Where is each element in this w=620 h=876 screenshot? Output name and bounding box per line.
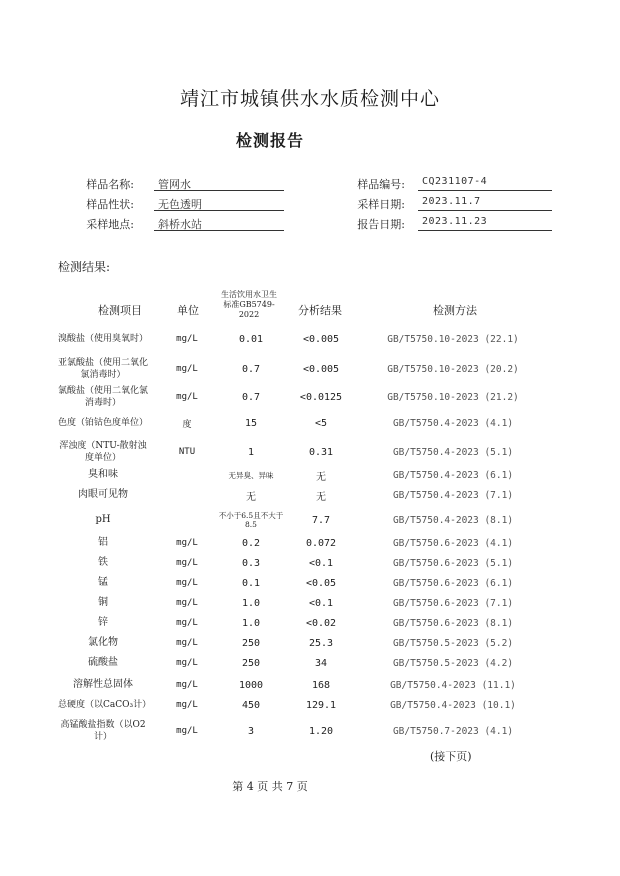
cell-method: GB/T5750.6-2023 (7.1) [392, 597, 514, 609]
cell-standard: 450 [241, 699, 261, 711]
cell-standard: 15 [244, 417, 258, 429]
table-row [58, 487, 578, 503]
cell-unit: mg/L [176, 538, 198, 548]
info-sampling-date [333, 196, 563, 212]
cell-unit: 度 [182, 419, 192, 430]
sampling-site-value: 斜桥水站 [154, 216, 284, 231]
cell-result: <5 [314, 417, 328, 429]
sample-state-label: 样品性状: [86, 198, 134, 211]
cell-standard: 250 [241, 657, 261, 669]
cell-method: GB/T5750.7-2023 (4.1) [392, 725, 514, 737]
table-row [58, 356, 578, 382]
cell-method: GB/T5750.6-2023 (8.1) [392, 617, 514, 629]
cell-standard: 1 [247, 446, 255, 458]
cell-method: GB/T5750.10-2023 (21.2) [387, 391, 519, 403]
cell-result: 无 [316, 491, 326, 503]
header-standard: 生活饮用水卫生标准GB5749-2022 [221, 290, 277, 319]
sampling-date-label: 采样日期: [357, 198, 405, 211]
cell-unit: mg/L [176, 598, 198, 608]
cell-item: 溶解性总固体 [73, 679, 133, 690]
header-result: 分析结果 [298, 304, 342, 317]
cell-unit: mg/L [176, 700, 198, 710]
page-footer: 第 4 页 共 7 页 [232, 780, 308, 793]
cell-unit [166, 467, 208, 483]
cell-unit: mg/L [176, 680, 198, 690]
sample-state-value: 无色透明 [154, 196, 284, 211]
cell-result: <0.005 [302, 363, 340, 375]
cell-item: 铜 [98, 597, 108, 608]
sampling-date-value: 2023.11.7 [418, 196, 552, 211]
cell-result: 0.31 [308, 446, 334, 458]
cell-item: 肉眼可见物 [78, 489, 128, 500]
cell-standard: 0.7 [241, 391, 261, 403]
results-label: 检测结果: [58, 260, 111, 274]
cell-item: 锌 [98, 617, 108, 628]
cell-standard: 0.01 [238, 333, 264, 345]
cell-result: 25.3 [308, 637, 334, 649]
header-unit: 单位 [177, 304, 199, 317]
sample-name-value: 管网水 [154, 176, 284, 191]
cell-standard: 1.0 [241, 617, 261, 629]
table-row [58, 718, 578, 744]
cell-item: pH [95, 514, 111, 525]
report-title: 检测报告 [235, 131, 304, 150]
cell-standard: 不小于6.5且不大于8.5 [218, 511, 284, 529]
cell-method: GB/T5750.6-2023 (5.1) [392, 557, 514, 569]
cell-unit: mg/L [176, 364, 198, 374]
cell-result: 168 [311, 679, 331, 691]
cell-method: GB/T5750.4-2023 (11.1) [390, 679, 516, 691]
cell-unit [166, 487, 208, 503]
cell-method: GB/T5750.4-2023 (5.1) [392, 446, 514, 458]
cell-standard: 3 [247, 725, 255, 737]
table-row [58, 595, 578, 611]
cell-standard: 250 [241, 637, 261, 649]
cell-item: 高锰酸盐指数（以O2计） [60, 720, 146, 742]
cell-item: 铁 [98, 557, 108, 568]
continued-note: (接下页) [430, 750, 472, 763]
report-date-value: 2023.11.23 [418, 216, 552, 231]
header-method: 检测方法 [433, 304, 477, 317]
table-row [58, 615, 578, 631]
cell-result: <0.1 [308, 597, 334, 609]
cell-item: 溴酸盐（使用臭氧时） [58, 334, 149, 344]
table-row [58, 635, 578, 651]
cell-item: 浑浊度（NTU-散射浊度单位） [59, 441, 147, 463]
cell-result: 129.1 [305, 699, 337, 711]
cell-unit [166, 508, 208, 532]
cell-result: <0.1 [308, 557, 334, 569]
cell-standard: 0.1 [241, 577, 261, 589]
cell-unit: mg/L [176, 726, 198, 736]
report-date-label: 报告日期: [357, 218, 405, 231]
cell-unit: mg/L [176, 578, 198, 588]
cell-unit: mg/L [176, 558, 198, 568]
info-sampling-site [62, 216, 292, 232]
cell-method: GB/T5750.5-2023 (5.2) [392, 637, 514, 649]
cell-item: 硫酸盐 [88, 657, 118, 668]
cell-standard: 无 [246, 491, 256, 503]
info-sample-state [62, 196, 292, 212]
sample-name-label: 样品名称: [86, 178, 134, 191]
organization-title: 靖江市城镇供水水质检测中心 [179, 88, 440, 110]
cell-result: <0.02 [305, 617, 337, 629]
table-row [58, 535, 578, 551]
info-sample-no [333, 176, 563, 192]
cell-method: GB/T5750.4-2023 (10.1) [390, 699, 516, 711]
table-row [58, 508, 578, 532]
cell-method: GB/T5750.6-2023 (6.1) [392, 577, 514, 589]
cell-item: 亚氯酸盐（使用二氧化氯消毒时） [58, 358, 149, 380]
cell-result: <0.005 [302, 333, 340, 345]
cell-result: 1.20 [308, 725, 334, 737]
info-sample-name [62, 176, 292, 192]
table-row [58, 555, 578, 571]
cell-result: 7.7 [311, 514, 331, 526]
cell-standard: 1.0 [241, 597, 261, 609]
cell-standard: 1000 [238, 679, 264, 691]
cell-standard: 0.7 [241, 363, 261, 375]
table-row [58, 575, 578, 591]
cell-unit: NTU [178, 447, 196, 457]
cell-method: GB/T5750.6-2023 (4.1) [392, 537, 514, 549]
table-row [58, 410, 578, 436]
cell-method: GB/T5750.4-2023 (8.1) [392, 514, 514, 526]
cell-item: 氯酸盐（使用二氧化氯消毒时） [58, 386, 149, 408]
cell-standard: 0.3 [241, 557, 261, 569]
table-row [58, 326, 578, 352]
sampling-site-label: 采样地点: [86, 218, 134, 231]
cell-result: 34 [314, 657, 328, 669]
table-row [58, 655, 578, 671]
sample-no-value: CQ231107-4 [418, 176, 552, 191]
cell-method: GB/T5750.4-2023 (4.1) [392, 417, 514, 429]
cell-method: GB/T5750.5-2023 (4.2) [392, 657, 514, 669]
cell-standard: 无异臭、异味 [228, 470, 274, 480]
cell-method: GB/T5750.4-2023 (6.1) [392, 469, 514, 481]
table-row [58, 384, 578, 410]
cell-result: <0.0125 [299, 391, 343, 403]
cell-method: GB/T5750.10-2023 (22.1) [387, 333, 519, 345]
info-report-date [333, 216, 563, 232]
cell-item: 总硬度（以CaCO₃计） [58, 700, 152, 710]
cell-result: 无 [316, 471, 326, 483]
cell-standard: 0.2 [241, 537, 261, 549]
cell-item: 铝 [98, 537, 108, 548]
cell-unit: mg/L [176, 638, 198, 648]
cell-result: <0.05 [305, 577, 337, 589]
cell-item: 锰 [98, 577, 108, 588]
table-row [58, 467, 578, 483]
header-item: 检测项目 [98, 304, 142, 317]
cell-item: 氯化物 [88, 637, 118, 648]
cell-unit: mg/L [176, 334, 198, 344]
table-row [58, 439, 578, 465]
cell-unit: mg/L [176, 392, 198, 402]
table-row [58, 697, 578, 713]
sample-no-label: 样品编号: [357, 178, 405, 191]
cell-result: 0.072 [305, 537, 337, 549]
cell-unit: mg/L [176, 658, 198, 668]
cell-item: 色度（铂钴色度单位） [58, 418, 149, 428]
table-row [58, 677, 578, 693]
cell-method: GB/T5750.10-2023 (20.2) [387, 363, 519, 375]
cell-unit: mg/L [176, 618, 198, 628]
cell-item: 臭和味 [88, 469, 118, 480]
cell-method: GB/T5750.4-2023 (7.1) [392, 489, 514, 501]
